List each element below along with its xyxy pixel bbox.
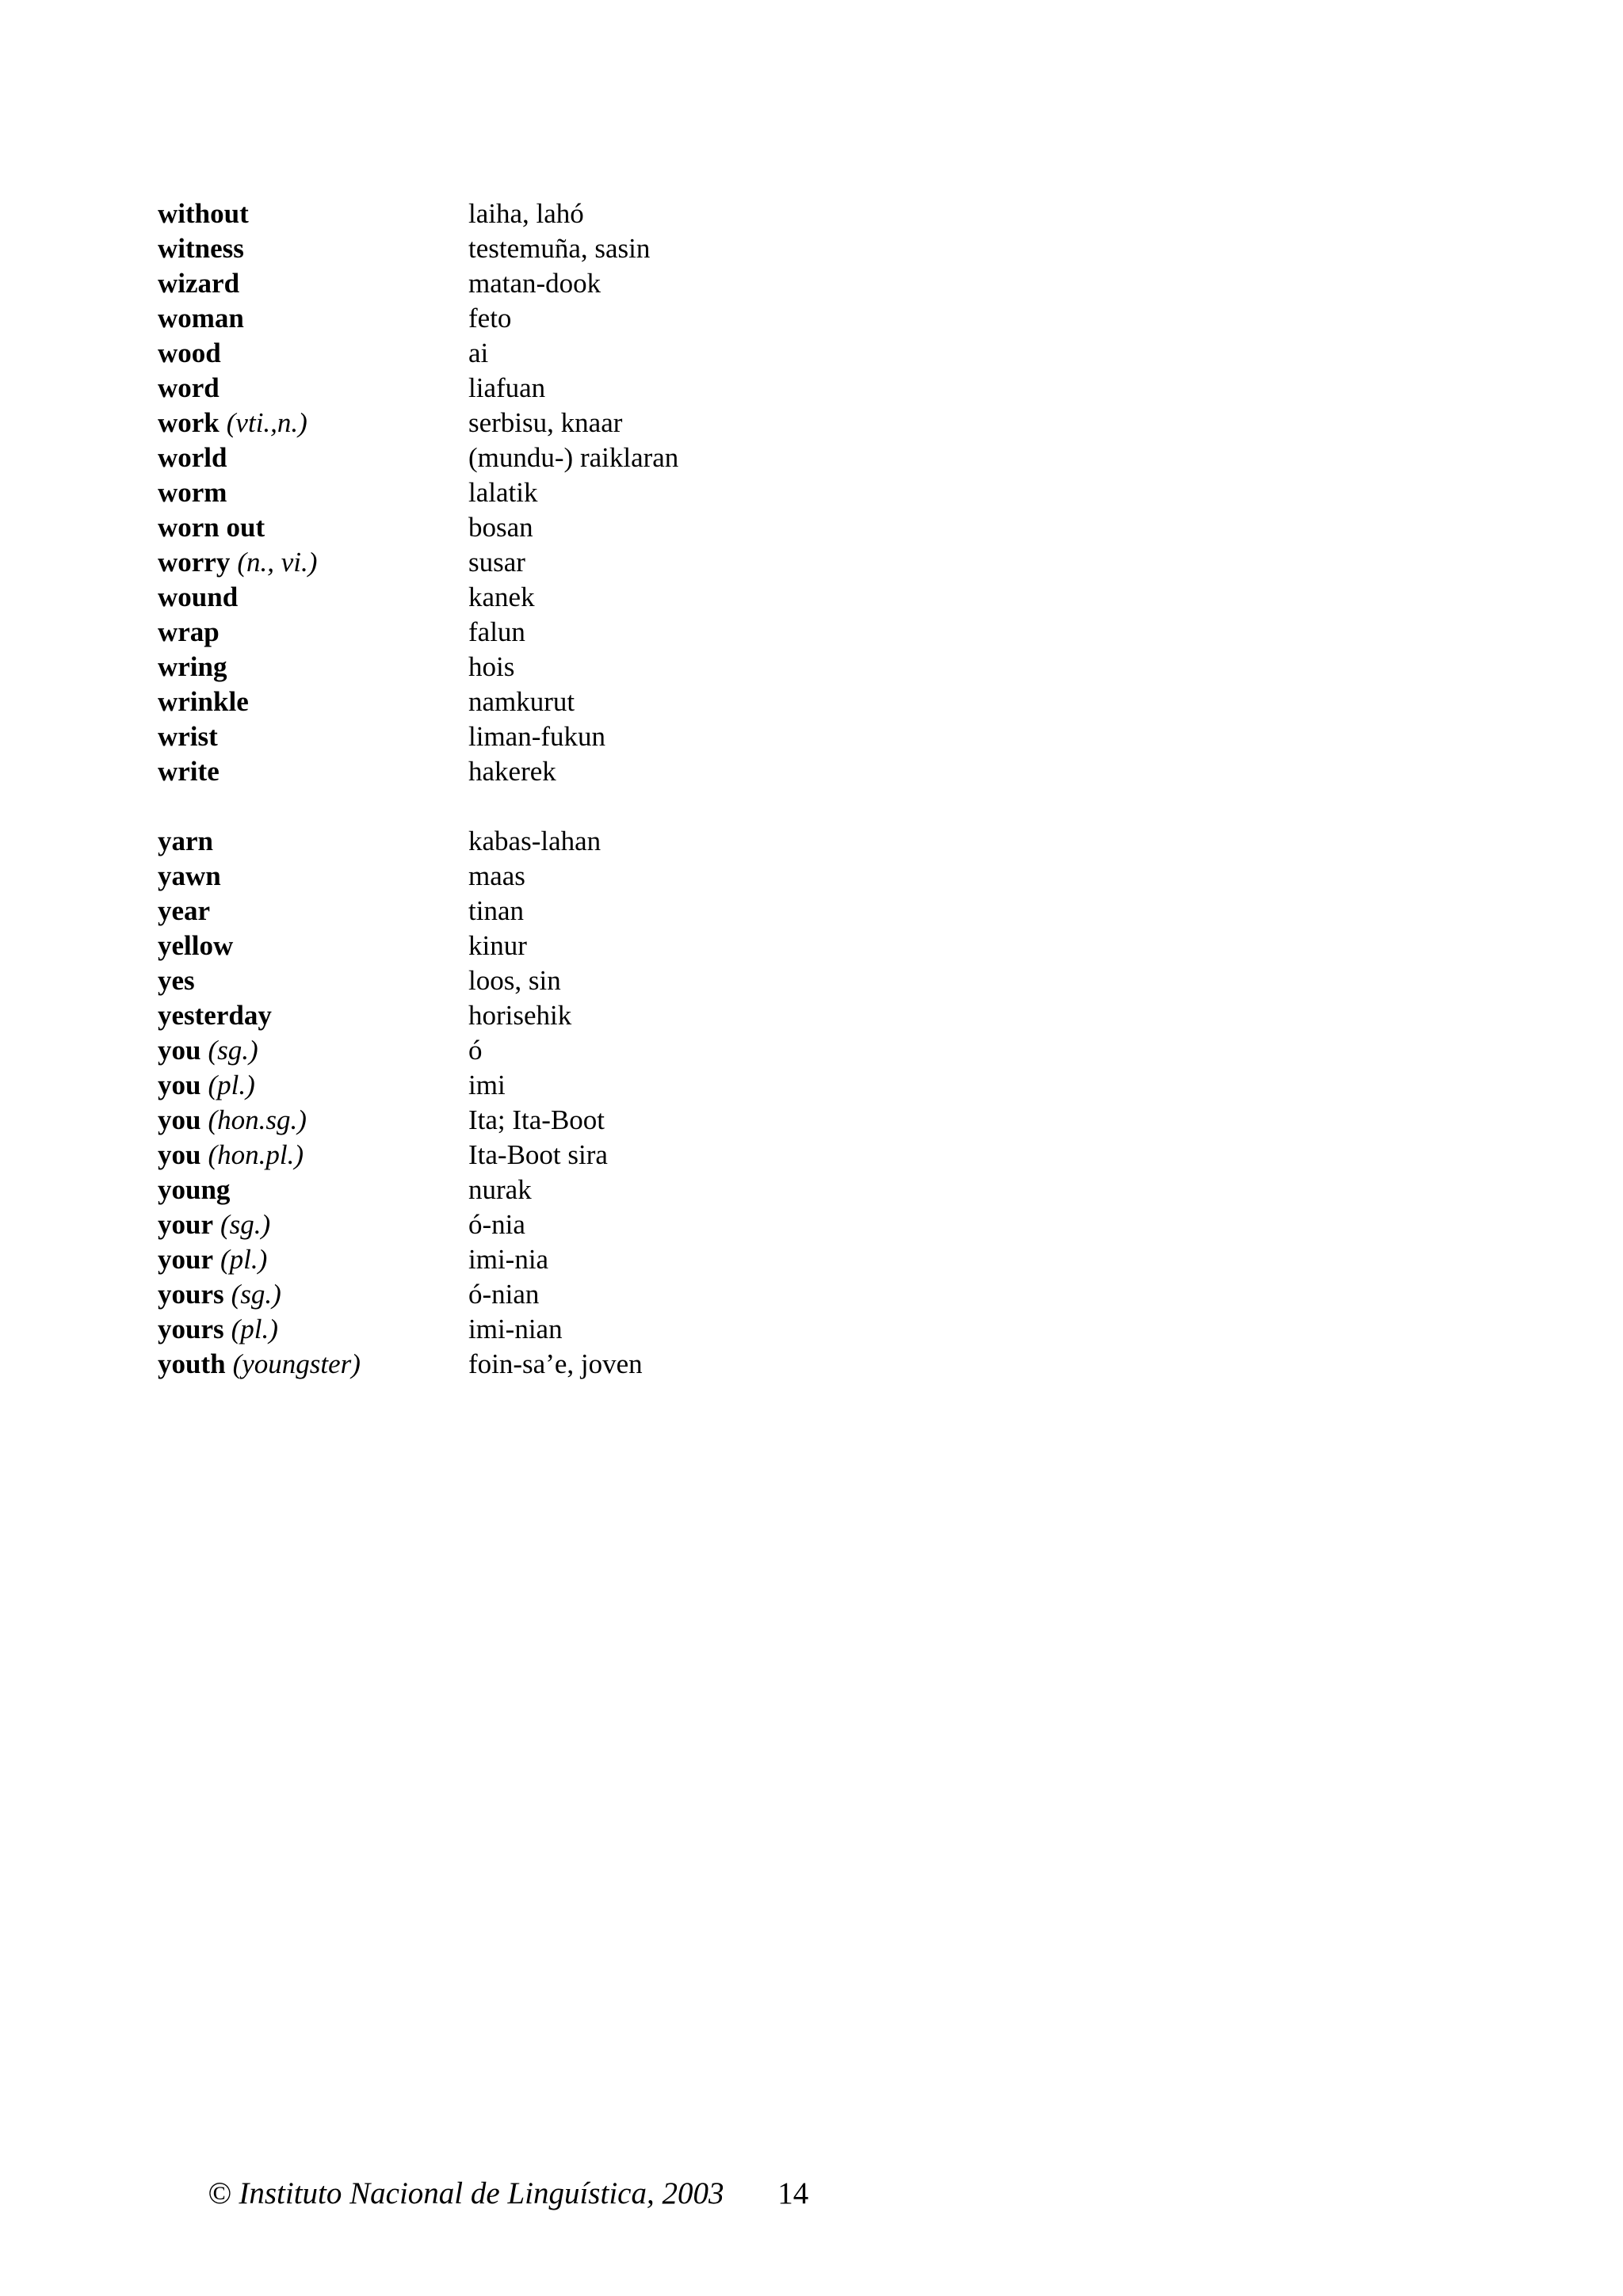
glossary-entry [158,475,1109,510]
glossary-entry [158,545,1109,580]
english-term [158,1103,468,1138]
grammar-note: (youngster) [232,1348,361,1379]
english-term [158,1138,468,1173]
tetum-translation: imi-nian [468,1314,563,1344]
headword: wrist [158,721,218,752]
glossary-group-w [158,196,1109,789]
english-term [158,1033,468,1068]
tetum-translation: laiha, lahó [468,198,584,229]
tetum-translation: namkurut [468,686,575,717]
glossary-entry [158,301,1109,336]
headword: worry [158,547,231,578]
english-term [158,510,468,545]
glossary-entry [158,406,1109,441]
glossary-entry [158,441,1109,475]
tetum-translation: kinur [468,930,527,961]
english-term [158,1312,468,1347]
glossary-entry [158,1347,1109,1382]
english-term [158,894,468,929]
glossary-entry [158,1173,1109,1207]
headword: wrinkle [158,686,249,717]
tetum-translation: horisehik [468,1000,572,1031]
glossary-entry [158,929,1109,963]
glossary-entry [158,1242,1109,1277]
english-term [158,231,468,266]
english-term [158,266,468,301]
tetum-translation: imi-nia [468,1244,549,1275]
english-term [158,719,468,754]
glossary-entry [158,719,1109,754]
page-number: 14 [777,2176,809,2210]
english-term [158,475,468,510]
headword: world [158,442,227,473]
tetum-translation: matan-dook [468,268,601,299]
grammar-note: (n., vi.) [237,547,318,578]
glossary-entry [158,894,1109,929]
english-term [158,859,468,894]
tetum-translation: kabas-lahan [468,826,601,856]
headword: you [158,1139,201,1170]
glossary [158,196,1109,1382]
glossary-entry [158,266,1109,301]
headword: you [158,1104,201,1135]
grammar-note: (vti.,n.) [226,407,307,438]
english-term [158,301,468,336]
glossary-entry [158,824,1109,859]
headword: woman [158,303,244,334]
tetum-translation: hois [468,651,515,682]
tetum-translation: liafuan [468,372,546,403]
glossary-entry [158,336,1109,371]
grammar-note: (sg.) [220,1209,271,1240]
glossary-entry [158,231,1109,266]
tetum-translation: falun [468,616,525,647]
headword: yawn [158,860,221,891]
glossary-entry [158,615,1109,650]
headword: your [158,1244,213,1275]
tetum-translation: ó [468,1035,483,1066]
english-term [158,963,468,998]
headword: wound [158,582,239,612]
grammar-note: (pl.) [208,1070,255,1100]
headword: youth [158,1348,226,1379]
tetum-translation: ai [468,338,489,368]
english-term [158,371,468,406]
glossary-entry [158,1068,1109,1103]
headword: yarn [158,826,213,856]
tetum-translation: foin-sa’e, joven [468,1348,643,1379]
headword: worn out [158,512,265,543]
english-term [158,1068,468,1103]
glossary-entry [158,510,1109,545]
english-term [158,336,468,371]
glossary-entry [158,754,1109,789]
tetum-translation: (mundu-) raiklaran [468,442,679,473]
headword: yours [158,1279,224,1310]
tetum-translation: Ita-Boot sira [468,1139,608,1170]
headword: yours [158,1314,224,1344]
tetum-translation: maas [468,860,525,891]
tetum-translation: bosan [468,512,533,543]
tetum-translation: imi [468,1070,506,1100]
glossary-entry [158,1207,1109,1242]
page-footer [208,2175,808,2213]
headword: your [158,1209,213,1240]
headword: wood [158,338,221,368]
tetum-translation: nurak [468,1174,532,1205]
english-term [158,824,468,859]
glossary-entry [158,196,1109,231]
english-term [158,441,468,475]
grammar-note: (pl.) [231,1314,278,1344]
headword: you [158,1070,201,1100]
english-term [158,650,468,685]
headword: worm [158,477,227,508]
grammar-note: (sg.) [208,1035,258,1066]
headword: yes [158,965,195,996]
tetum-translation: kanek [468,582,535,612]
glossary-entry [158,1138,1109,1173]
headword: work [158,407,220,438]
grammar-note: (pl.) [220,1244,268,1275]
english-term [158,998,468,1033]
english-term [158,406,468,441]
tetum-translation: hakerek [468,756,556,787]
english-term [158,1242,468,1277]
glossary-entry [158,685,1109,719]
english-term [158,580,468,615]
headword: yellow [158,930,234,961]
english-term [158,196,468,231]
glossary-entry [158,1312,1109,1347]
headword: write [158,756,220,787]
glossary-entry [158,580,1109,615]
glossary-entry [158,371,1109,406]
headword: yesterday [158,1000,272,1031]
glossary-entry [158,859,1109,894]
glossary-entry [158,650,1109,685]
glossary-entry [158,963,1109,998]
tetum-translation: Ita; Ita-Boot [468,1104,605,1135]
copyright-notice: © Instituto Nacional de Linguística, 2003 [208,2176,724,2210]
tetum-translation: ó-nian [468,1279,540,1310]
english-term [158,1173,468,1207]
tetum-translation: loos, sin [468,965,561,996]
headword: wizard [158,268,240,299]
grammar-note: (hon.pl.) [208,1139,304,1170]
glossary-entry [158,1277,1109,1312]
english-term [158,1207,468,1242]
glossary-entry [158,998,1109,1033]
english-term [158,1347,468,1382]
english-term [158,929,468,963]
english-term [158,615,468,650]
headword: young [158,1174,231,1205]
tetum-translation: susar [468,547,525,578]
tetum-translation: ó-nia [468,1209,525,1240]
english-term [158,754,468,789]
glossary-entry [158,1103,1109,1138]
english-term [158,1277,468,1312]
glossary-group-y [158,824,1109,1382]
tetum-translation: serbisu, knaar [468,407,623,438]
tetum-translation: liman-fukun [468,721,606,752]
tetum-translation: lalatik [468,477,538,508]
tetum-translation: testemuña, sasin [468,233,651,264]
tetum-translation: feto [468,303,512,334]
tetum-translation: tinan [468,895,524,926]
headword: word [158,372,220,403]
headword: without [158,198,249,229]
grammar-note: (sg.) [231,1279,281,1310]
headword: wrap [158,616,220,647]
english-term [158,685,468,719]
grammar-note: (hon.sg.) [208,1104,307,1135]
headword: witness [158,233,244,264]
english-term [158,545,468,580]
headword: you [158,1035,201,1066]
glossary-entry [158,1033,1109,1068]
headword: year [158,895,211,926]
headword: wring [158,651,227,682]
